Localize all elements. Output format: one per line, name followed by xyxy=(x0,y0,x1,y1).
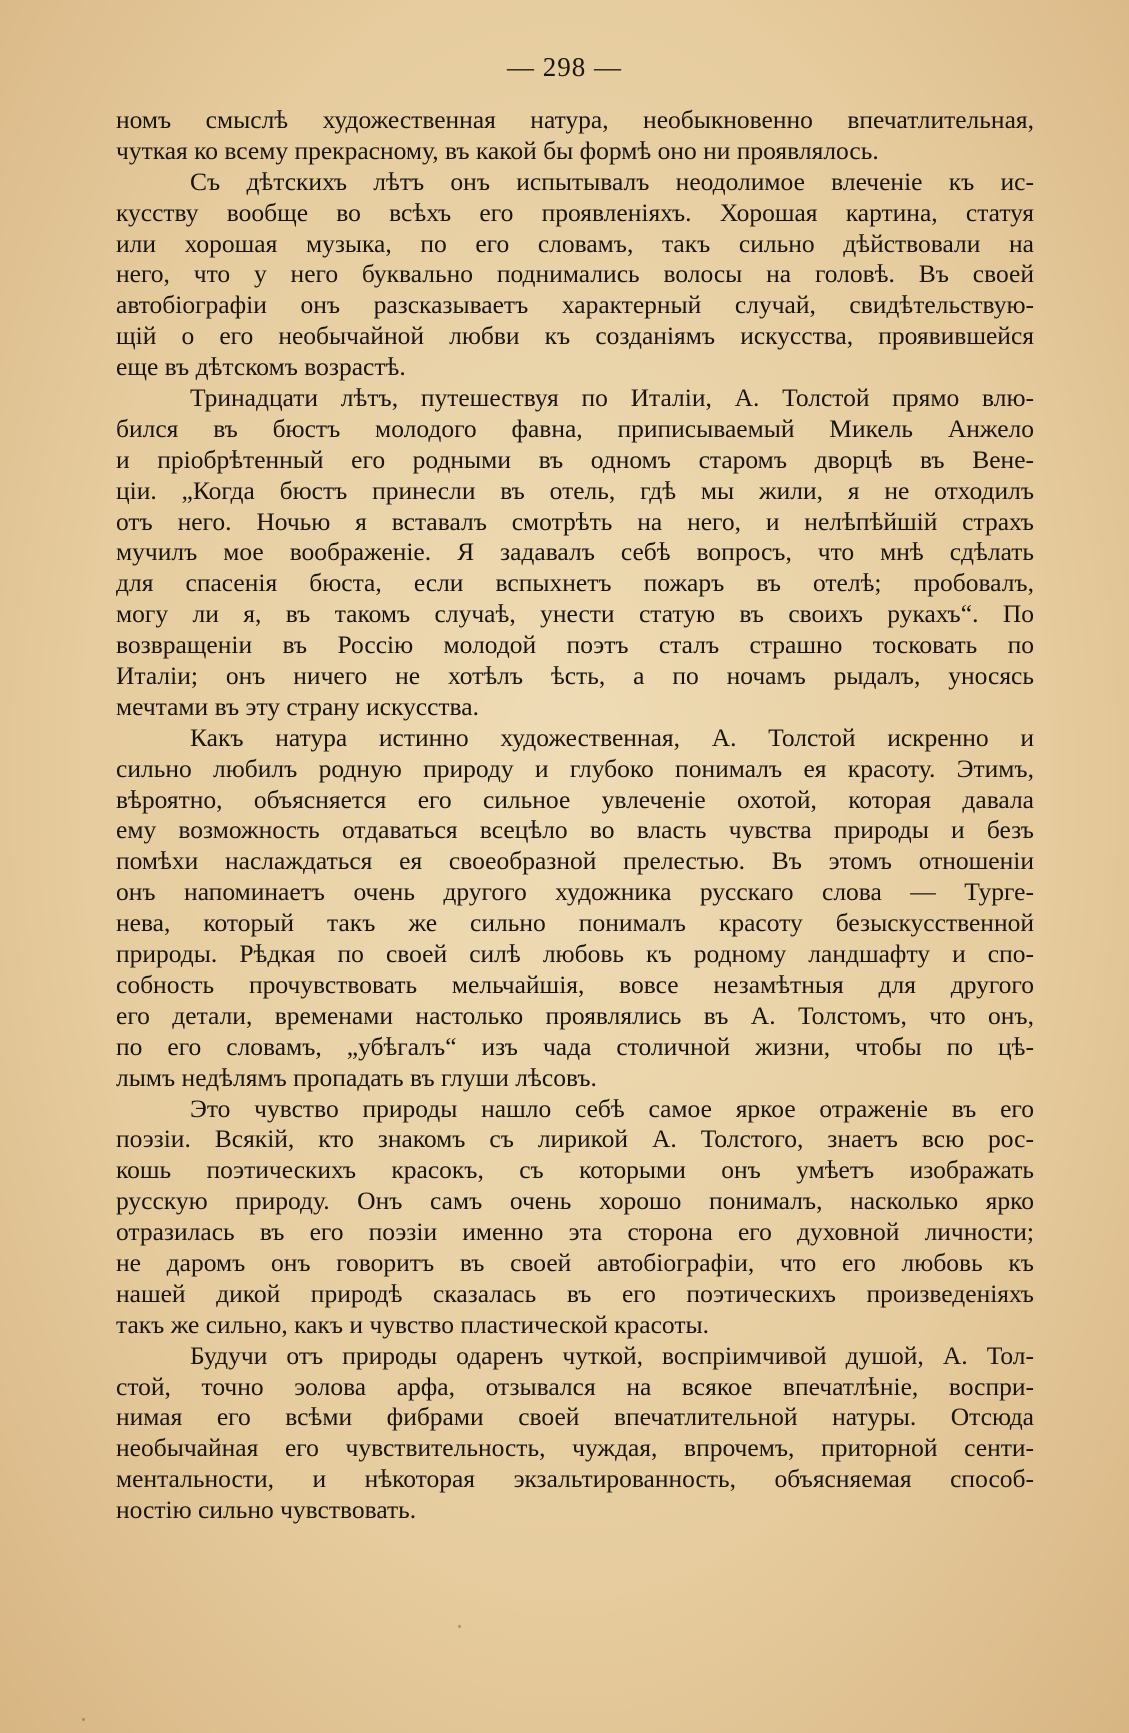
text-line: ему возможность отдаваться всецѣло во власть чувства природы и безъ xyxy=(116,815,1034,845)
text-line: еще въ дѣтскомъ возрастѣ. xyxy=(116,352,406,382)
text-line: необычайная его чувствительность, чуждая, впрочемъ, приторной сенти- xyxy=(116,1433,1034,1463)
text-line: Тринадцати лѣтъ, путешествуя по Италіи, А. Толстой прямо влю- xyxy=(190,383,1034,413)
text-line: отъ него. Ночью я вставалъ смотрѣть на него, и нелѣпѣйшій страхъ xyxy=(116,506,1034,536)
text-line: природы. Рѣдкая по своей силѣ любовь къ родному ландшафту и спо- xyxy=(116,939,1034,969)
paper-speck xyxy=(82,1718,85,1721)
text-line: автобіографіи онъ разсказываетъ характерный случай, свидѣтельствую- xyxy=(116,290,1034,320)
text-line: возвращеніи въ Россію молодой поэтъ сталъ страшно тосковать по xyxy=(116,630,1034,660)
text-line: такъ же сильно, какъ и чувство пластической красоты. xyxy=(116,1309,709,1339)
text-line: ментальности, и нѣкоторая экзальтированность, объясняемая способ- xyxy=(116,1464,1034,1494)
text-line: ціи. „Когда бюстъ принесли въ отель, гдѣ мы жили, я не отходилъ xyxy=(116,475,1034,505)
text-line: Какъ натура истинно художественная, А. Толстой искренно и xyxy=(190,722,1034,752)
text-line: Будучи отъ природы одаренъ чуткой, воспріимчивой душой, А. Тол- xyxy=(190,1340,1034,1370)
text-line: по его словамъ, „убѣгалъ“ изъ чада столичной жизни, чтобы по цѣ- xyxy=(116,1031,1034,1061)
paper-speck xyxy=(458,1625,461,1628)
text-line: вѣроятно, объясняется его сильное увлеченіе охотой, которая давала xyxy=(116,784,1034,814)
text-line: кошь поэтическихъ красокъ, съ которыми онъ умѣетъ изображать xyxy=(116,1155,1034,1185)
text-line: мучилъ мое воображеніе. Я задавалъ себѣ вопросъ, что мнѣ сдѣлать xyxy=(116,537,1034,567)
text-line: Это чувство природы нашло себѣ самое яркое отраженіе въ его xyxy=(190,1093,1034,1123)
text-line: нева, который такъ же сильно понималъ красоту безыскусственной xyxy=(116,908,1034,938)
text-line: или хорошая музыка, по его словамъ, такъ сильно дѣйствовали на xyxy=(116,228,1034,258)
text-line: отразилась въ его поэзіи именно эта сторона его духовной личности; xyxy=(116,1217,1034,1247)
text-line: ностію сильно чувствовать. xyxy=(116,1495,417,1525)
text-line: могу ли я, въ такомъ случаѣ, унести статую въ своихъ рукахъ“. По xyxy=(116,599,1034,629)
page-number: — 298 — xyxy=(507,52,622,82)
text-line: него, что у него буквально поднимались волосы на головѣ. Въ своей xyxy=(116,259,1034,289)
text-line: Италіи; онъ ничего не хотѣлъ ѣсть, а по ночамъ рыдалъ, уносясь xyxy=(116,661,1034,691)
body-text xyxy=(116,105,1034,1526)
text-line: сильно любилъ родную природу и глубоко понималъ ея красоту. Этимъ, xyxy=(116,753,1034,783)
text-line: нимая его всѣми фибрами своей впечатлительной натуры. Отсюда xyxy=(116,1402,1034,1432)
text-line: собность прочувствовать мельчайшія, вовсе незамѣтныя для другого xyxy=(116,969,1034,999)
paragraph xyxy=(116,1094,1034,1341)
text-line: не даромъ онъ говоритъ въ своей автобіографіи, что его любовь къ xyxy=(116,1247,1034,1277)
paragraph xyxy=(116,1341,1034,1526)
paragraph xyxy=(116,167,1034,383)
text-line: поэзіи. Всякій, кто знакомъ съ лирикой А. Толстого, знаетъ всю рос- xyxy=(116,1124,1034,1154)
paragraph xyxy=(116,723,1034,1094)
text-line: для спасенія бюста, если вспыхнетъ пожаръ въ отелѣ; пробовалъ, xyxy=(116,568,1034,598)
text-line: номъ смыслѣ художественная натура, необыкновенно впечатлительная, xyxy=(116,105,1034,134)
paragraph xyxy=(116,383,1034,723)
text-line: Съ дѣтскихъ лѣтъ онъ испытывалъ неодолимое влеченіе къ ис- xyxy=(190,166,1034,196)
text-line: кусству вообще во всѣхъ его проявленіяхъ. Хорошая картина, статуя xyxy=(116,197,1034,227)
text-line: щій о его необычайной любви къ созданіямъ искусства, проявившейся xyxy=(116,321,1034,351)
text-line: стой, точно эолова арфа, отзывался на всякое впечатлѣніе, воспри- xyxy=(116,1371,1034,1401)
text-line: мечтами въ эту страну искусства. xyxy=(116,691,479,721)
text-line: помѣхи наслаждаться ея своеобразной прелестью. Въ этомъ отношеніи xyxy=(116,846,1034,876)
text-line: лымъ недѣлямъ пропадать въ глуши лѣсовъ. xyxy=(116,1062,597,1092)
text-line: чуткая ко всему прекрасному, въ какой бы формѣ оно ни проявлялось. xyxy=(116,135,879,165)
text-line: его детали, временами настолько проявлялись въ А. Толстомъ, что онъ, xyxy=(116,1000,1034,1030)
text-line: нашей дикой природѣ сказалась въ его поэтическихъ произведеніяхъ xyxy=(116,1278,1034,1308)
text-line: бился въ бюстъ молодого фавна, приписываемый Микель Анжело xyxy=(116,413,1034,443)
text-line: и пріобрѣтенный его родными въ одномъ старомъ дворцѣ въ Вене- xyxy=(116,444,1034,474)
text-line: русскую природу. Онъ самъ очень хорошо понималъ, насколько ярко xyxy=(116,1186,1034,1216)
paragraph xyxy=(116,105,1034,167)
text-line: онъ напоминаетъ очень другого художника русскаго слова — Турге- xyxy=(116,877,1034,907)
